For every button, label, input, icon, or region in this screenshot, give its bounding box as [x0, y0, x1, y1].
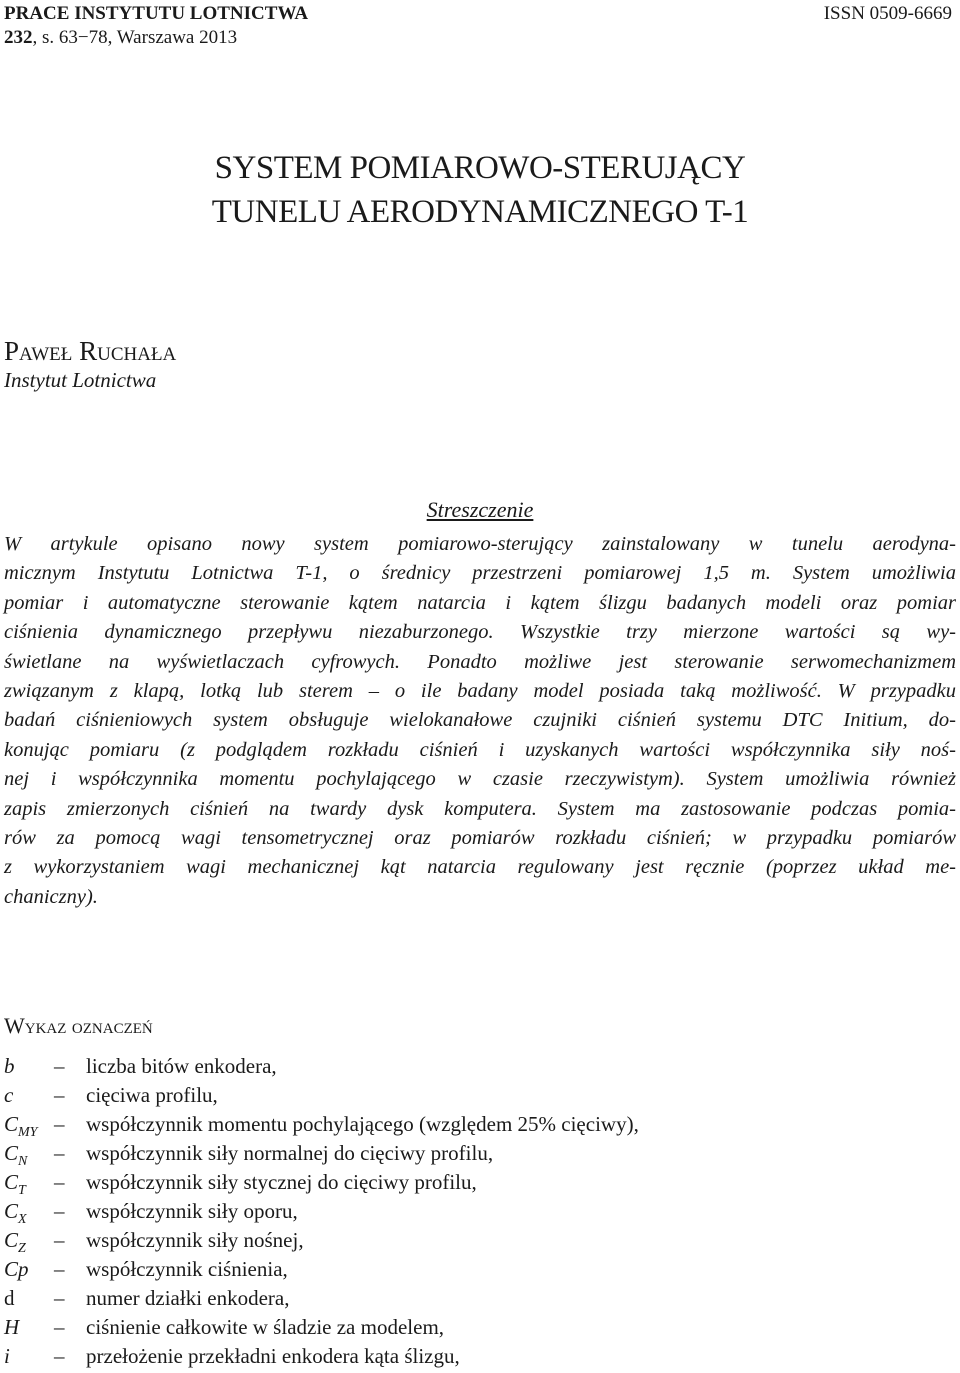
abstract-line: ciśnienia dynamicznego przepływu niezaburzonego. Wszystkie trzy mierzone wartości są wy- — [4, 621, 956, 644]
issue-number: 232 — [4, 27, 33, 48]
symbol-description: liczba bitów enkodera, — [86, 1054, 277, 1078]
symbol-subscript: X — [18, 1212, 27, 1227]
symbol-dash: – — [54, 1054, 65, 1078]
symbol-base: H — [4, 1315, 20, 1339]
symbol-row — [4, 1313, 944, 1342]
symbol-base: i — [4, 1344, 10, 1368]
symbol-dash: – — [54, 1228, 65, 1252]
symbol-row — [4, 1342, 944, 1371]
abstract-line: rów za pomocą wagi tensometrycznej oraz pomiarów rozkładu ciśnień; w przypadku pomiarów — [4, 827, 956, 850]
symbol-subscript: T — [18, 1183, 26, 1198]
symbol-dash: – — [54, 1199, 65, 1223]
symbol-dash: – — [54, 1141, 65, 1165]
symbol-base: c — [4, 1083, 14, 1107]
abstract-line: konując pomiaru (z podglądem rozkładu ciśnień i uzyskanych wartości współczynnika siły noś- — [4, 738, 956, 761]
symbol — [4, 1168, 54, 1197]
issue-pages-place-year: , s. 63−78, Warszawa 2013 — [32, 27, 238, 48]
abstract-line: z wykorzystaniem wagi mechanicznej kąt natarcia regulowany jest ręcznie (poprzez układ me- — [4, 856, 956, 879]
abstract-heading: Streszczenie — [426, 497, 534, 522]
symbol-row — [4, 1081, 944, 1110]
abstract-line: W artykule opisano nowy system pomiarowo-sterujący zainstalowany w tunelu aerodyna- — [4, 533, 956, 555]
symbol-row — [4, 1255, 944, 1284]
author-affiliation: Instytut Lotnictwa — [4, 368, 157, 392]
symbol-dash: – — [54, 1083, 65, 1107]
symbol-description: przełożenie przekładni enkodera kąta ślizgu, — [86, 1344, 460, 1368]
symbol-description: numer działki enkodera, — [86, 1286, 290, 1310]
symbol-description: współczynnik momentu pochylającego (względem 25% cięciwy), — [86, 1112, 639, 1136]
journal-name: PRACE INSTYTUTU LOTNICTWA — [4, 3, 309, 24]
title-line-2: TUNELU AERODYNAMICZNEGO T-1 — [211, 194, 749, 230]
symbol-subscript: Z — [18, 1241, 26, 1256]
symbol-row — [4, 1052, 944, 1081]
abstract-line: nej i współczynnika momentu pochylającego w czasie rzeczywistym). System umożliwia również — [4, 768, 956, 791]
symbol — [4, 1110, 54, 1139]
symbol-description: współczynnik siły normalnej do cięciwy profilu, — [86, 1141, 494, 1165]
issn: ISSN 0509-6669 — [823, 3, 952, 24]
symbol-dash: – — [54, 1112, 65, 1136]
symbol — [4, 1342, 54, 1371]
abstract-line: micznym Instytutu Lotnictwa T-1, o średnicy przestrzeni pomiarowej 1,5 m. System umożliwia — [4, 562, 956, 585]
abstract-line: świetlane na wyświetlaczach cyfrowych. Ponadto możliwe jest sterowanie serwomechanizmem — [4, 650, 956, 673]
issue-info — [4, 26, 308, 50]
abstract-line: chaniczny). — [4, 885, 98, 908]
symbol — [4, 1197, 54, 1226]
symbols-heading: Wykaz oznaczeń — [4, 1013, 153, 1038]
author-name: Paweł Ruchała — [4, 336, 177, 366]
symbol-row — [4, 1168, 944, 1197]
symbol-base: C — [4, 1199, 19, 1223]
abstract-line: pomiar i automatyczne sterowanie kątem natarcia i kątem ślizgu badanych modeli oraz pomiar — [4, 591, 956, 614]
abstract-line: związanym z klapą, lotką lub sterem – o ile badany model posiada taką możliwość. W przypadku — [4, 680, 956, 703]
symbol-base: C — [4, 1228, 19, 1252]
journal-header — [4, 2, 308, 50]
symbol-subscript: N — [18, 1154, 28, 1169]
symbol-dash: – — [54, 1344, 65, 1368]
symbol — [4, 1255, 54, 1284]
symbol-row — [4, 1284, 944, 1313]
symbol-base: C — [4, 1112, 19, 1136]
symbol-base: C — [4, 1141, 19, 1165]
symbol-row — [4, 1197, 944, 1226]
symbol-base: C — [4, 1170, 19, 1194]
symbol-row — [4, 1139, 944, 1168]
symbol-dash: – — [54, 1170, 65, 1194]
symbols-list — [4, 1052, 944, 1371]
symbol-description: cięciwa profilu, — [86, 1083, 218, 1107]
abstract-line: badań ciśnieniowych system obsługuje wielokanałowe czujniki ciśnień systemu DTC Initium, do- — [4, 709, 956, 732]
symbol — [4, 1226, 54, 1255]
symbol — [4, 1284, 54, 1313]
abstract-body — [4, 530, 956, 912]
title-line-1: SYSTEM POMIAROWO-STERUJĄCY — [214, 150, 746, 186]
symbol-description: współczynnik siły stycznej do cięciwy profilu, — [86, 1170, 477, 1194]
symbol-dash: – — [54, 1257, 65, 1281]
symbol-base: d — [4, 1286, 15, 1310]
symbol-description: współczynnik ciśnienia, — [86, 1257, 288, 1281]
symbol — [4, 1052, 54, 1081]
symbol-description: współczynnik siły nośnej, — [86, 1228, 304, 1252]
article-title — [0, 146, 960, 234]
symbol-base: b — [4, 1054, 15, 1078]
symbol-subscript: MY — [18, 1125, 38, 1140]
symbol-base: Cp — [4, 1257, 29, 1281]
symbol — [4, 1139, 54, 1168]
symbol-description: współczynnik siły oporu, — [86, 1199, 298, 1223]
symbol — [4, 1081, 54, 1110]
symbol-row — [4, 1226, 944, 1255]
abstract-line: zapis zmierzonych ciśnień na twardy dysk komputera. System ma zastosowanie podczas pomia- — [4, 797, 956, 820]
symbol-row — [4, 1110, 944, 1139]
symbol-dash: – — [54, 1315, 65, 1339]
symbol — [4, 1313, 54, 1342]
symbol-description: ciśnienie całkowite w śladzie za modelem, — [86, 1315, 445, 1339]
symbol-dash: – — [54, 1286, 65, 1310]
